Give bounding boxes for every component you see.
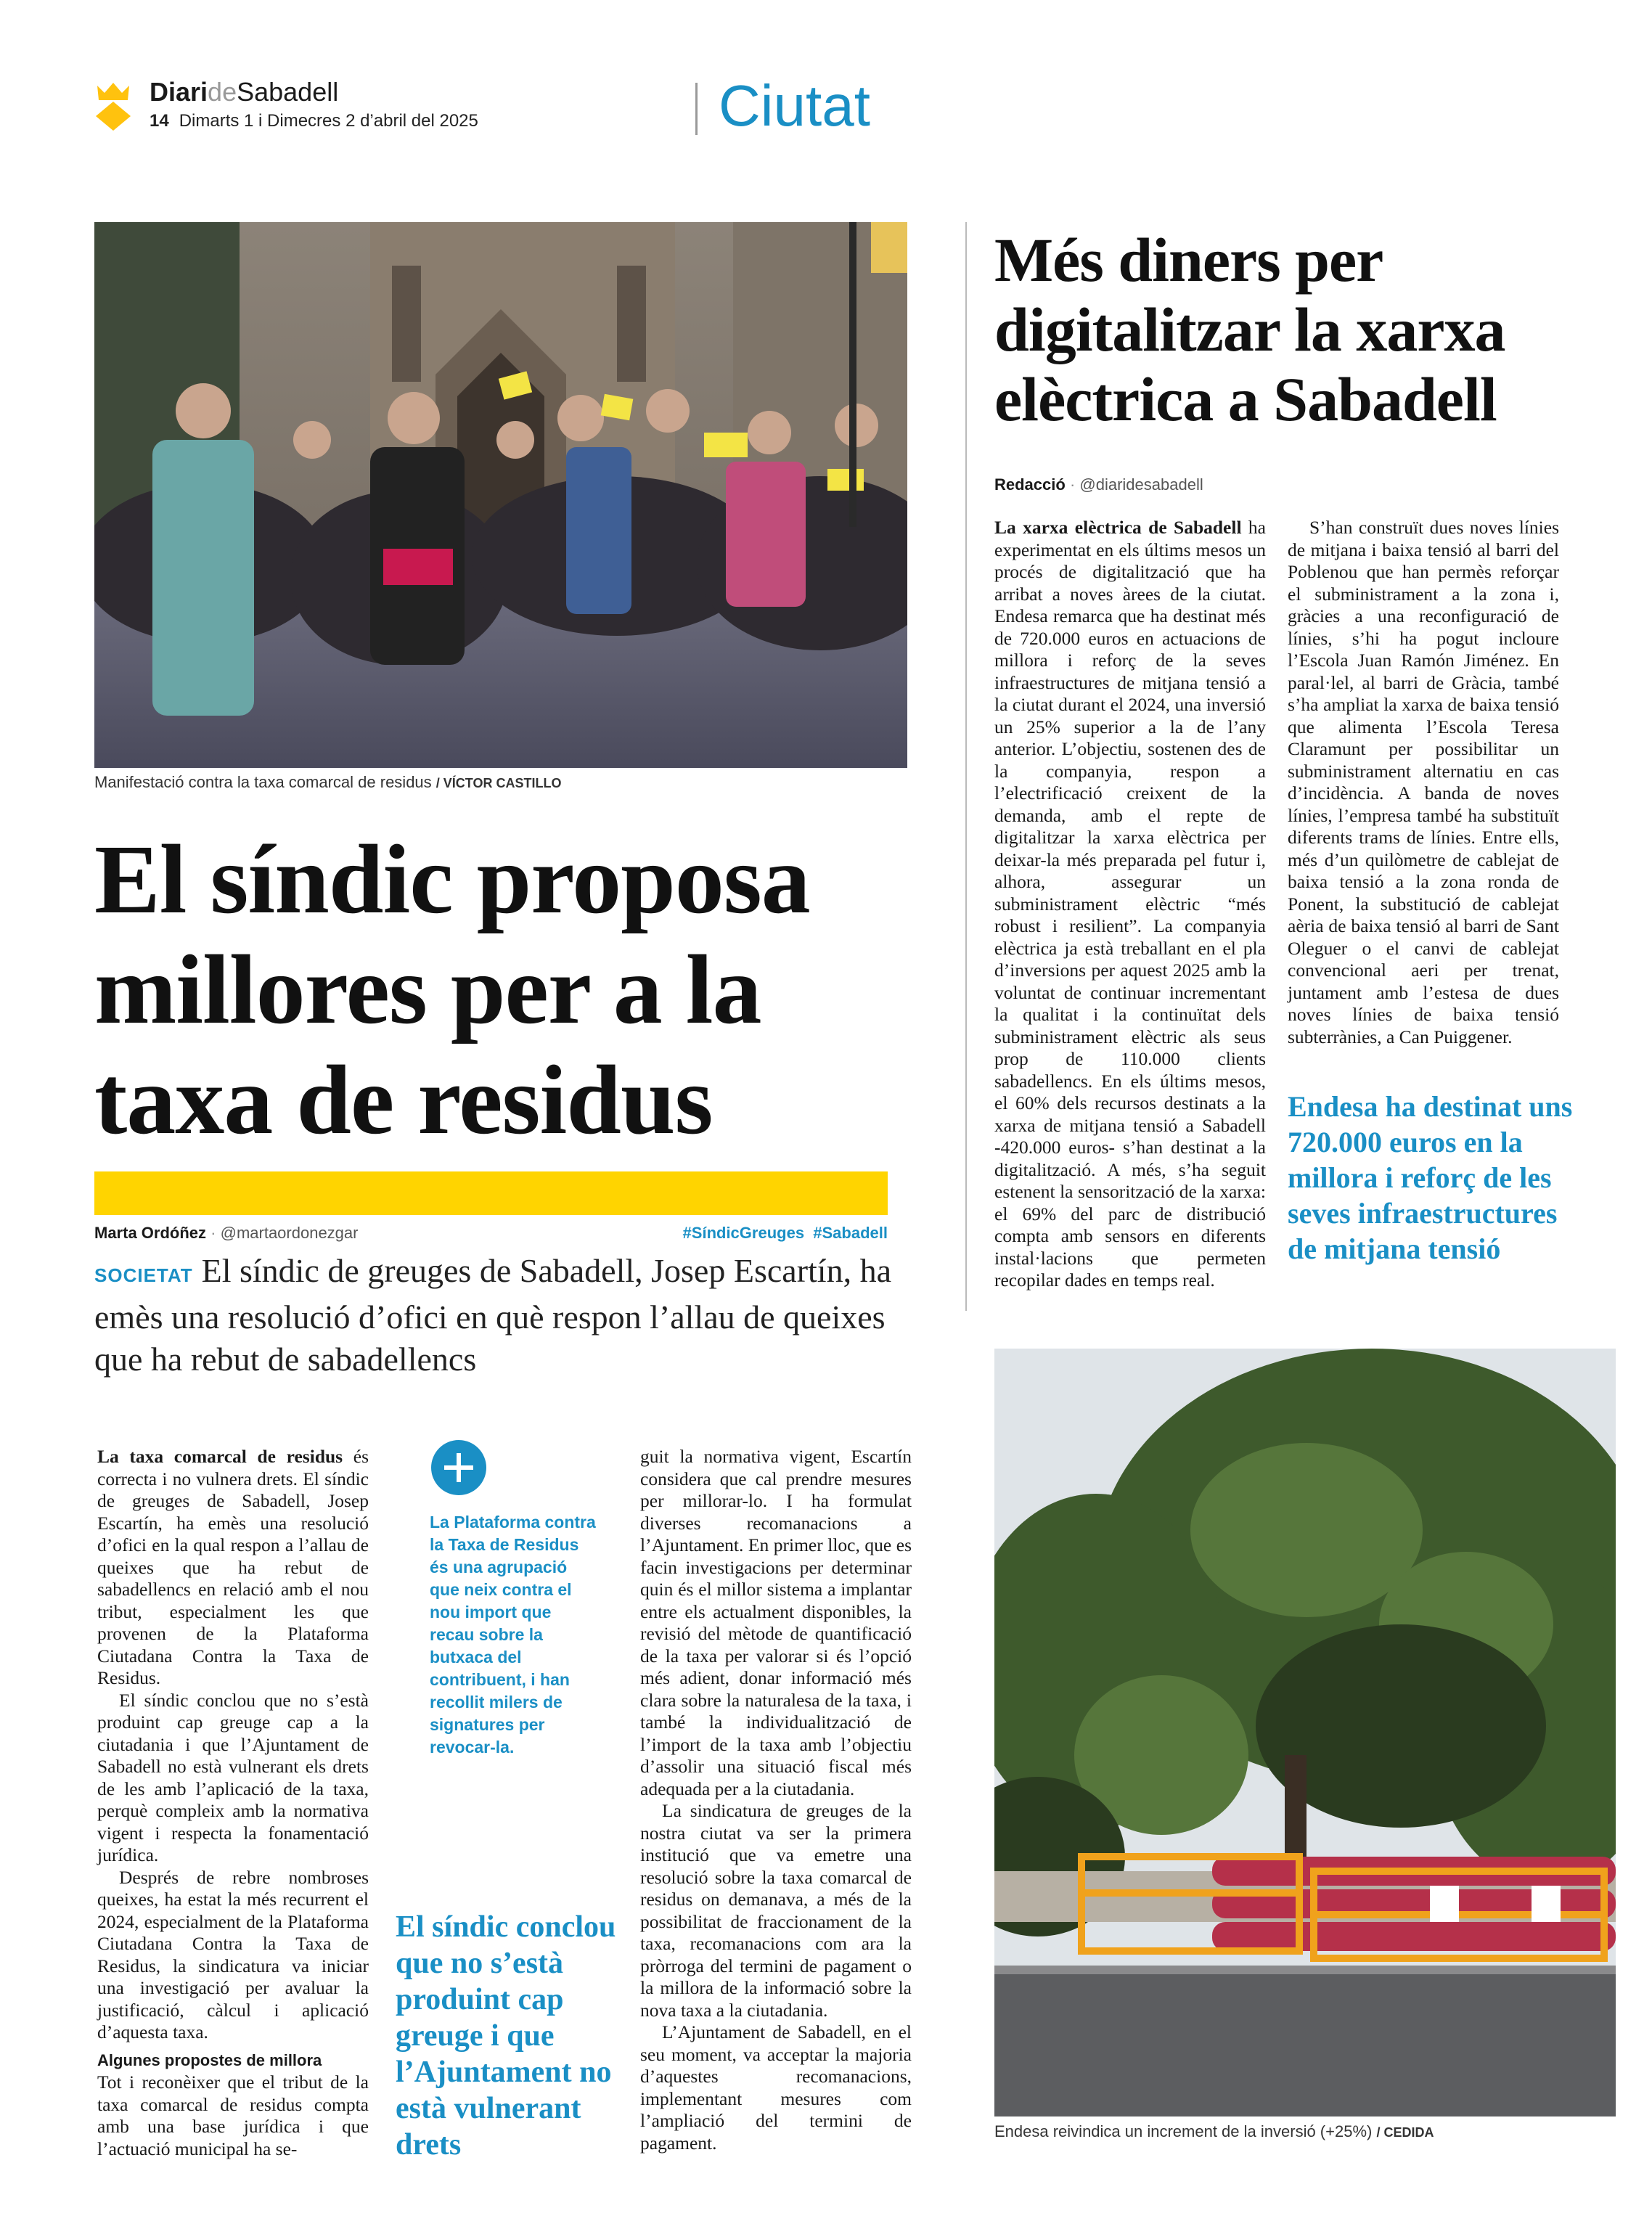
lead-paragraph: SOCIETAT El síndic de greuges de Sabadell, Josep Escartín, ha emès una resolució d’ofici en què respon l’allau de queixes que ha rebut de sabadellencs [94,1252,891,1378]
body-column-3: guit la normativa vigent, Escartín considera que cal prendre mesures per millorar-lo. I ha formulat diverses recomanacions a l’Ajuntament. En primer lloc, que es facin investigacions per determinar quin és el millor sistema a implantar entre els actualment disponibles, la revisió del mètode de quantificació de la taxa per valorar si és l’opció més adient, donar informació més clara sobre la naturalesa de la taxa, i també la individualització de l’import de la taxa amb l’objectiu d’assolir una situació fiscal més adequada per a la ciutadania. La sindicatura de greuges de la nostra ciutat va ser la primera institució que va emetre una resolució sobre la taxa comarcal de residus on demanava, a més de la possibilitat de fraccionament de la taxa, recomanacions com ara la pròrroga del termini de pagament o la millora de la informació sobre la nova taxa a la ciutadania. L’Ajuntament de Sabadell, en el seu moment, va acceptar la majoria d’aquestes recomanacions, implementant mesures com l’ampliació del termini de pagament. [640,1446,912,2154]
page-info [150,111,478,131]
highlight-bar [94,1171,888,1215]
plus-circle-icon [430,1439,488,1497]
diari-logo-icon [94,80,132,132]
secondary-column-2: S’han construït dues noves línies de mitjana i baixa tensió al barri del Poblenou que han permès reforçar el subministrament a la zona i, gràcies a una reconfiguració de línies, s’hi ha pogut incloure l’Escola Juan Ramón Jiménez. En paral·lel, al barri de Gràcia, també s’ha ampliat la xarxa de baixa tensió que alimenta l’Escola Teresa Claramunt per possibilitar un subministrament alternatiu en cas d’incidència. A banda de noves línies, l’empresa també ha substituït diferents trams de línies. Entre ells, més d’un quilòmetre de cablejat de baixa tensió a la zona ronda de Ponent, la substitució de cablejat aèria de baixa tensió al barri de Sant Oleguer o el canvi de cablejat convencional aeri per trenat, juntament amb l’estesa de dues noves línies de baixa tensió subterrànies, a Can Puiggener. [1288,517,1559,1047]
hashtags[interactable]: #SíndicGreuges #Sabadell [682,1224,888,1242]
page-number: 14 [150,111,169,131]
subheading: Algunes propostes de millora [97,2050,322,2069]
section-divider [695,83,698,135]
section-title: Ciutat [719,73,870,138]
brand-name[interactable]: DiarideSabadell [150,77,339,107]
sidebar-note: La Plataforma contra la Taxa de Residus és una agrupació que neix contra el nou import que recau sobre la butxaca del contribuent, i han recollit milers de signatures per revocar-la. [430,1513,596,1756]
issue-date: Dimarts 1 i Dimecres 2 d’abril del 2025 [179,111,478,131]
secondary-author-handle: @diaridesabadell [1079,475,1203,494]
secondary-author: Redacció [994,475,1066,494]
body-column-1: La taxa comarcal de residus és correcta i no vulnera drets. El síndic de greuges de Sabadell, Josep Escartín, ha emès una resolució d’ofici en la qual respon a l’allau de queixes que ha rebut de sabadellencs en relació amb el nou tribut, especialment les que provenen de la Plataforma Ciutadana Contra la Taxa de Residus. El síndic conclou que no s’està produint cap greuge cap a la ciutadania i que l’Ajuntament de Sabadell no està vulnerant els drets de les amb l’aplicació de la taxa, perquè compleix amb la normativa vigent i respecta la fonamentació jurídica. Després de rebre nombroses queixes, ha estat la més recurrent el 2024, especialment de la Plataforma Ciutadana Contra la Taxa de Residus, la sindicatura va iniciar una investigació per avaluar la justificació, càlcul i aplicació d’aquesta taxa. Algunes propostes de millora Tot i reconèixer que el tribut de la taxa comarcal de residus compta amb una base jurídica i que l’actuació municipal ha se- [97,1446,369,2159]
secondary-photo-caption: Endesa reivindica un increment de la inversió (+25%) / CEDIDA [994,2122,1434,2140]
lead-kicker: SOCIETAT [94,1264,193,1286]
secondary-pull-quote: Endesa ha destinat uns 720.000 euros en la millora i reforç de les seves infraestructures de mitjana tensió [1288,1090,1573,1265]
secondary-headline: Més diners per digitalitzar la xarxa elèctrica a Sabadell [994,225,1505,434]
main-headline: El síndic proposa millores per a la taxa de residus [94,825,810,1155]
column-divider [965,222,967,1311]
pull-quote: El síndic conclou que no s’està produint cap greuge i que l’Ajuntament no està vulnerant drets [396,1910,616,2161]
photo-credit: / VÍCTOR CASTILLO [436,776,562,790]
secondary-byline: Redacció · @diaridesabadell [994,475,1203,494]
photo-caption: Manifestació contra la taxa comarcal de residus / VÍCTOR CASTILLO [94,773,562,791]
author-name: Marta Ordóñez [94,1224,207,1242]
secondary-column-1: La xarxa elèctrica de Sabadell ha experimentat en els últims mesos un procés de digitalització que ha arribat a noves àrees de la ciutat. Endesa remarca que ha destinat més de 720.000 euros en actuacions de millora i reforç de la seves infraestructures de mitjana tensió a la ciutat durant el 2024, una inversió un 25% superior a la de l’any anterior. L’objectiu, sostenen des de la companyia, respon a l’electrificació creixent de la demanda, amb el repte de digitalitzar la xarxa elèctrica per deixar-la més preparada pel futur i, alhora, assegurar un subministrament elèctric “més robust i resilient”. La companyia elèctrica ja està treballant en el pla d’inversions per aquest 2025 amb la voluntat de continuar incrementant la qualitat i la continuïtat dels subministrament elèctric als seus prop de 110.000 clients sabadellencs. En els últims mesos, el 60% dels recursos destinats a la xarxa de mitjana tensió a Sabadell -420.000 euros- s’han destinat a la digitalització. A més, s’ha seguit estenent la sensorització de la xarxa: el 69% del parc de distribució compta amb sensors en diferents instal·lacions que permeten recopilar dades en temps real. [994,517,1266,1291]
protest-photo [94,222,907,768]
secondary-photo-credit: / CEDIDA [1376,2125,1434,2140]
roadworks-photo [994,1349,1616,2116]
author-handle: @martaordonezgar [220,1224,359,1242]
byline: Marta Ordóñez · @martaordonezgar [94,1224,359,1242]
